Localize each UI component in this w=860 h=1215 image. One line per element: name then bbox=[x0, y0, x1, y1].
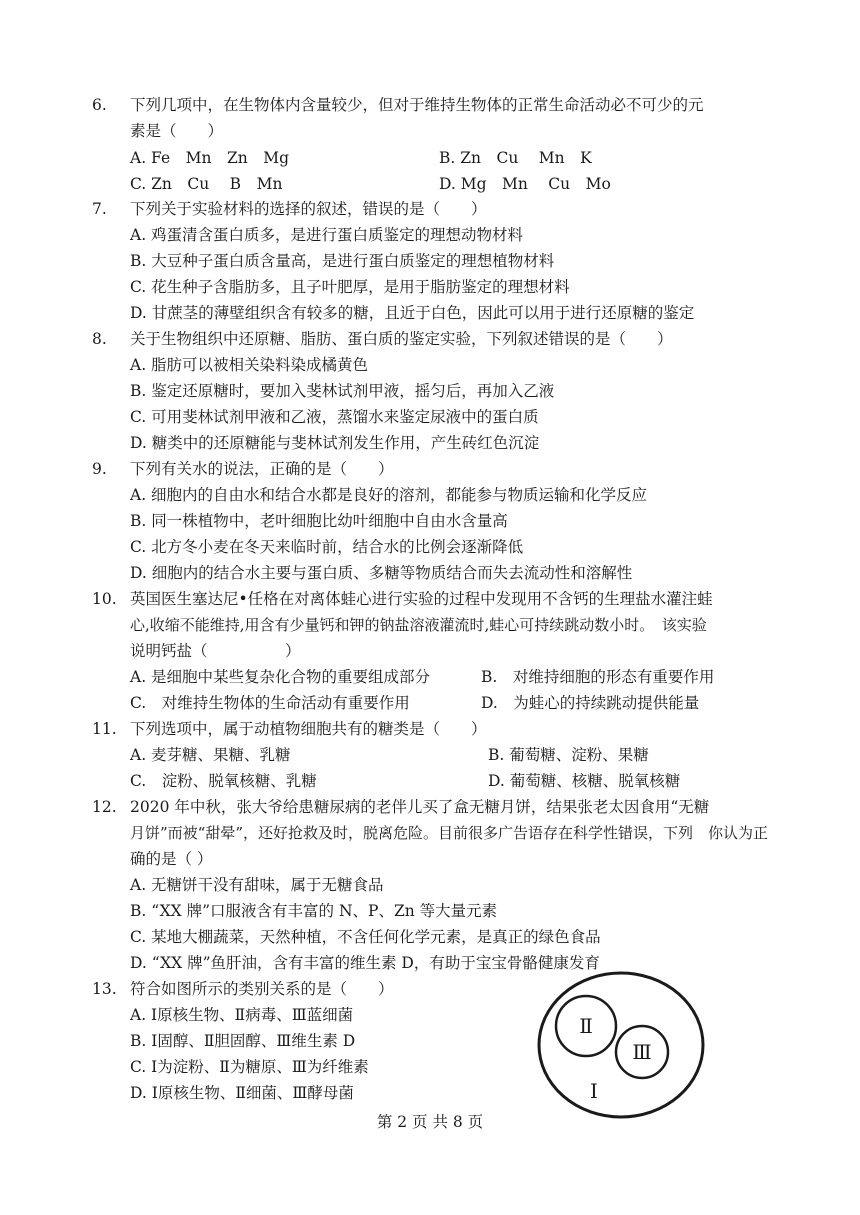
question-13-text: 符合如图所示的类别关系的是（ ） bbox=[130, 980, 394, 998]
question-12-text-cont2: 确的是（ ） bbox=[130, 850, 213, 868]
question-9-text: 下列有关水的说法，正确的是（ ） bbox=[130, 460, 394, 478]
question-13-option-c: C. Ⅰ为淀粉、Ⅱ为糖原、Ⅲ为纤维素 bbox=[130, 1058, 369, 1076]
question-12-number: 12. bbox=[92, 798, 117, 816]
question-6-option-a: A. Fe Mn Zn Mg bbox=[130, 149, 290, 167]
question-7-number: 7. bbox=[92, 200, 107, 218]
question-6-text-cont: 素是（ ） bbox=[130, 122, 224, 140]
question-10-text: 英国医生塞达尼•任格在对离体蛙心进行实验的过程中发现用不含钙的生理盐水灌注蛙 bbox=[130, 590, 713, 608]
question-12-option-b: B. “XX 牌”口服液含有丰富的 N、P、Zn 等大量元素 bbox=[130, 902, 498, 920]
question-6-option-d: D. Mg Mn Cu Mo bbox=[439, 175, 611, 193]
question-10-text-cont2: 说明钙盐（ ） bbox=[130, 642, 301, 660]
label-i: Ⅰ bbox=[590, 1079, 598, 1103]
question-9-option-b: B. 同一株植物中，老叶细胞比幼叶细胞中自由水含量高 bbox=[130, 512, 508, 530]
question-12-option-a: A. 无糖饼干没有甜味，属于无糖食品 bbox=[130, 876, 384, 894]
question-10-text-cont: 心,收缩不能维持,用含有少量钙和钾的钠盐溶液灌流时,蛙心可持续跳动数小时。 该实验 bbox=[130, 616, 707, 634]
question-7-option-d: D. 甘蔗茎的薄壁组织含有较多的糖，且近于白色，因此可以用于进行还原糖的鉴定 bbox=[130, 304, 695, 322]
question-12-text-cont: 月饼”而被“甜晕”，还好抢救及时，脱离危险。目前很多广告语存在科学性错误，下列 你认为正 bbox=[130, 824, 769, 842]
set-relationship-diagram bbox=[536, 970, 706, 1120]
label-ii: Ⅱ bbox=[579, 1014, 593, 1038]
question-8-option-b: B. 鉴定还原糖时，要加入斐林试剂甲液，摇匀后，再加入乙液 bbox=[130, 382, 555, 400]
question-13-option-d: D. Ⅰ原核生物、Ⅱ细菌、Ⅲ酵母菌 bbox=[130, 1084, 354, 1102]
question-12-text: 2020 年中秋，张大爷给患糖尿病的老伴儿买了盒无糖月饼，结果张老太因食用“无糖 bbox=[130, 798, 710, 816]
label-iii: Ⅲ bbox=[632, 1040, 652, 1064]
question-7-option-a: A. 鸡蛋清含蛋白质多，是进行蛋白质鉴定的理想动物材料 bbox=[130, 226, 524, 244]
question-13-option-b: B. Ⅰ固醇、Ⅱ胆固醇、Ⅲ维生素 D bbox=[130, 1032, 356, 1050]
question-8-option-d: D. 糖类中的还原糖能与斐林试剂发生作用，产生砖红色沉淀 bbox=[130, 434, 540, 452]
question-12-option-d: D. “XX 牌”鱼肝油，含有丰富的维生素 D，有助于宝宝骨骼健康发育 bbox=[130, 954, 600, 972]
question-11-option-c: C. 淀粉、脱氧核糖、乳糖 bbox=[130, 772, 317, 790]
question-8-text: 关于生物组织中还原糖、脂肪、蛋白质的鉴定实验，下列叙述错误的是（ ） bbox=[130, 330, 673, 348]
question-7-option-b: B. 大豆种子蛋白质含量高，是进行蛋白质鉴定的理想植物材料 bbox=[130, 252, 555, 270]
question-6-number: 6. bbox=[92, 96, 107, 114]
question-9-option-c: C. 北方冬小麦在冬天来临时前，结合水的比例会逐渐降低 bbox=[130, 538, 524, 556]
question-10-option-d: D. 为蛙心的持续跳动提供能量 bbox=[481, 694, 700, 712]
question-6-option-c: C. Zn Cu B Mn bbox=[130, 175, 283, 193]
question-13-number: 13. bbox=[92, 980, 117, 998]
question-9-option-a: A. 细胞内的自由水和结合水都是良好的溶剂，都能参与物质运输和化学反应 bbox=[130, 486, 648, 504]
question-6-text: 下列几项中，在生物体内含量较少，但对于维持生物体的正常生命活动必不可少的元 bbox=[130, 96, 704, 114]
question-9-number: 9. bbox=[92, 460, 107, 478]
question-7-text: 下列关于实验材料的选择的叙述，错误的是（ ） bbox=[130, 200, 487, 218]
question-10-option-a: A. 是细胞中某些复杂化合物的重要组成部分 bbox=[130, 668, 431, 686]
question-11-text: 下列选项中，属于动植物细胞共有的糖类是（ ） bbox=[130, 720, 487, 738]
question-11-number: 11. bbox=[92, 720, 117, 738]
question-10-number: 10. bbox=[92, 590, 117, 608]
question-13-option-a: A. Ⅰ原核生物、Ⅱ病毒、Ⅲ蓝细菌 bbox=[130, 1006, 354, 1024]
question-7-option-c: C. 花生种子含脂肪多，且子叶肥厚，是用于脂肪鉴定的理想材料 bbox=[130, 278, 570, 296]
question-11-option-a: A. 麦芽糖、果糖、乳糖 bbox=[130, 746, 291, 764]
page-footer: 第 2 页 共 8 页 bbox=[376, 1113, 484, 1131]
question-8-option-c: C. 可用斐林试剂甲液和乙液，蒸馏水来鉴定尿液中的蛋白质 bbox=[130, 408, 539, 426]
question-9-option-d: D. 细胞内的结合水主要与蛋白质、多糖等物质结合而失去流动性和溶解性 bbox=[130, 564, 633, 582]
question-10-option-c: C. 对维持生物体的生命活动有重要作用 bbox=[130, 694, 410, 712]
question-8-number: 8. bbox=[92, 330, 107, 348]
question-12-option-c: C. 某地大棚蔬菜，天然种植，不含任何化学元素，是真正的绿色食品 bbox=[130, 928, 601, 946]
question-11-option-d: D. 葡萄糖、核糖、脱氧核糖 bbox=[488, 772, 681, 790]
question-6-option-b: B. Zn Cu Mn K bbox=[439, 149, 592, 167]
question-10-option-b: B. 对维持细胞的形态有重要作用 bbox=[481, 668, 715, 686]
question-8-option-a: A. 脂肪可以被相关染料染成橘黄色 bbox=[130, 356, 369, 374]
question-11-option-b: B. 葡萄糖、淀粉、果糖 bbox=[488, 746, 649, 764]
